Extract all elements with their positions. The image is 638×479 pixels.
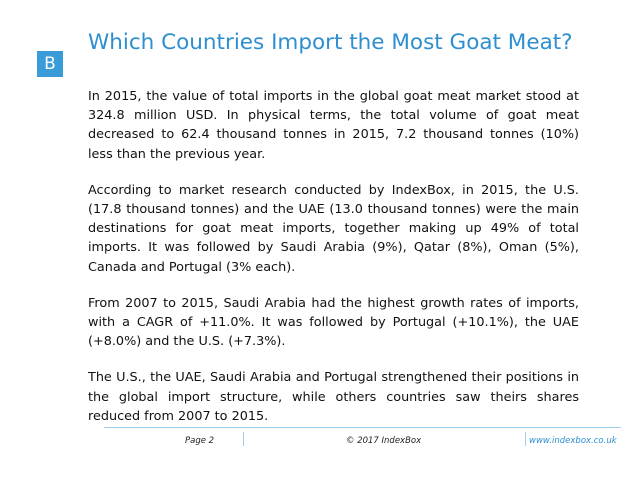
paragraph-imports-value: In 2015, the value of total imports in the global goat meat market stood at 324.8 million USD. In physical terms, the total volume of goat meat decreased to 62.4 thousand tonnes in 2015, 7.2 thousand tonnes (10%) less than the previous year. bbox=[88, 89, 579, 162]
footer-separator bbox=[243, 432, 244, 446]
website-link[interactable]: www.indexbox.co.uk bbox=[529, 436, 617, 446]
copyright-notice: © 2017 IndexBox bbox=[346, 436, 422, 446]
article-body bbox=[88, 87, 579, 443]
page-title: Which Countries Import the Most Goat Meat? bbox=[88, 30, 573, 55]
paragraph-main-destinations: According to market research conducted by IndexBox, in 2015, the U.S. (17.8 thousand tonnes) and the UAE (13.0 thousand tonnes) were the main destinations for goat meat imports, together making up 49% of total imports. It was followed by Saudi Arabia (9%), Qatar (8%), Oman (5%), Canada and Portugal (3% each). bbox=[88, 182, 579, 275]
paragraph-import-structure: The U.S., the UAE, Saudi Arabia and Portugal strengthened their positions in the global import structure, while others countries saw theirs shares reduced from 2007 to 2015. bbox=[88, 370, 579, 424]
footer-separator bbox=[525, 432, 526, 446]
paragraph-growth-rates: From 2007 to 2015, Saudi Arabia had the highest growth rates of imports, with a CAGR of +11.0%. It was followed by Portugal (+10.1%), the UAE (+8.0%) and the U.S. (+7.3%). bbox=[88, 295, 579, 350]
footer-divider bbox=[104, 427, 621, 428]
brand-logo: B bbox=[37, 51, 63, 77]
page-number: Page 2 bbox=[185, 436, 215, 446]
